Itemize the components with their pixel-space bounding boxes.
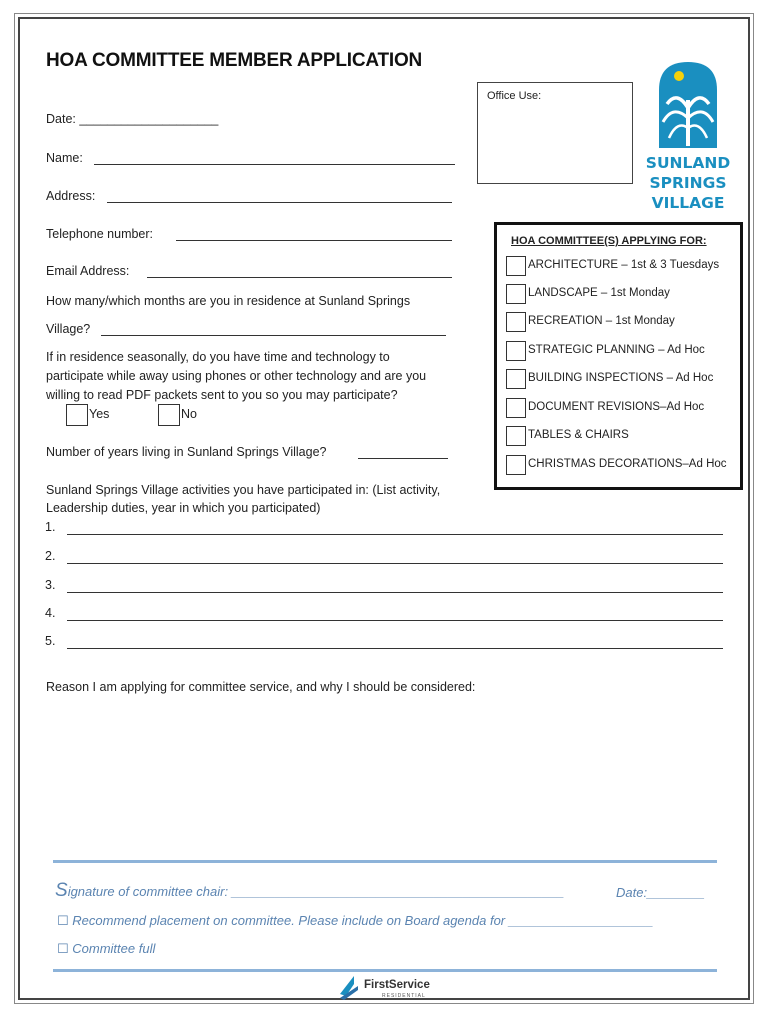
chair-date-field[interactable]: Date:________	[616, 885, 705, 900]
footer-rule-top	[53, 860, 717, 863]
firstservice-logo	[338, 972, 434, 1002]
activity-number: 2.	[45, 549, 56, 563]
address-field[interactable]	[107, 202, 452, 203]
activity-row-1[interactable]	[45, 520, 723, 536]
committee-selection-box	[494, 222, 743, 490]
residence-question-line-2: Village?	[46, 322, 91, 336]
activity-number: 4.	[45, 606, 56, 620]
logo-line-3: VILLAGE	[651, 194, 725, 212]
committee-option-label: LANDSCAPE – 1st Monday	[528, 287, 670, 299]
committee-full-option[interactable]: ☐ Committee full	[57, 941, 156, 956]
committee-checkbox[interactable]	[506, 341, 526, 361]
email-label: Email Address:	[46, 264, 130, 278]
committee-option-label: DOCUMENT REVISIONS–Ad Hoc	[528, 401, 705, 413]
committee-option-label: ARCHITECTURE – 1st & 3 Tuesdays	[528, 259, 720, 271]
committee-checkbox[interactable]	[506, 398, 526, 418]
name-field[interactable]	[94, 164, 455, 165]
committee-checkbox[interactable]	[506, 256, 526, 276]
signature-initial: S	[55, 880, 68, 901]
signature-label: ignature of committee chair: ______________________________________________	[67, 884, 565, 899]
committee-checkbox[interactable]	[506, 426, 526, 446]
residence-field[interactable]	[101, 335, 446, 336]
email-field[interactable]	[147, 277, 452, 278]
committee-checkbox[interactable]	[506, 312, 526, 332]
firstservice-name: FirstService	[364, 979, 430, 991]
recommend-option[interactable]: ☐ Recommend placement on committee. Please include on Board agenda for ____________________	[57, 913, 654, 928]
no-checkbox[interactable]	[158, 404, 180, 426]
telephone-label: Telephone number:	[46, 227, 154, 241]
committee-option-label: CHRISTMAS DECORATIONS–Ad Hoc	[528, 458, 727, 470]
committee-checkbox[interactable]	[506, 369, 526, 389]
signature-field[interactable]	[55, 880, 564, 902]
no-label: No	[181, 407, 197, 421]
yes-checkbox[interactable]	[66, 404, 88, 426]
address-label: Address:	[46, 189, 96, 203]
yes-label: Yes	[89, 407, 110, 421]
telephone-field[interactable]	[176, 240, 452, 241]
logo-line-2: SPRINGS	[649, 174, 727, 192]
activities-question-line-1: Sunland Springs Village activities you have participated in: (List activity,	[46, 483, 441, 497]
activity-row-4[interactable]	[45, 606, 723, 622]
committee-heading: HOA COMMITTEE(S) APPLYING FOR:	[511, 235, 707, 247]
committee-option-label: BUILDING INSPECTIONS – Ad Hoc	[528, 372, 714, 384]
years-question: Number of years living in Sunland Springs Village?	[46, 445, 327, 459]
seasonal-question-line-3: willing to read PDF packets sent to you so you may participate?	[46, 388, 398, 402]
logo-line-1: SUNLAND	[645, 154, 731, 172]
seasonal-question-line-1: If in residence seasonally, do you have time and technology to	[46, 350, 390, 364]
committee-option-label: TABLES & CHAIRS	[528, 429, 629, 441]
reason-field[interactable]	[46, 700, 722, 850]
committee-checkbox[interactable]	[506, 455, 526, 475]
firstservice-sub: RESIDENTIAL	[382, 993, 426, 999]
reason-label: Reason I am applying for committee service, and why I should be considered:	[46, 680, 476, 694]
activity-row-3[interactable]	[45, 578, 723, 594]
committee-checkbox[interactable]	[506, 284, 526, 304]
activity-number: 5.	[45, 634, 56, 648]
years-field[interactable]	[358, 458, 448, 459]
activity-row-5[interactable]	[45, 634, 723, 650]
office-use-box	[477, 82, 633, 184]
office-use-label: Office Use:	[487, 90, 542, 102]
activity-number: 3.	[45, 578, 56, 592]
fountain-icon	[645, 60, 731, 215]
name-label: Name:	[46, 151, 83, 165]
activity-number: 1.	[45, 520, 56, 534]
form-title: HOA COMMITTEE MEMBER APPLICATION	[46, 50, 423, 71]
activities-question-line-2: Leadership duties, year in which you participated)	[46, 501, 321, 515]
committee-option-label: RECREATION – 1st Monday	[528, 315, 675, 327]
seasonal-question-line-2: participate while away using phones or other technology and are you	[46, 369, 427, 383]
sunland-springs-logo	[645, 60, 731, 215]
committee-option-label: STRATEGIC PLANNING – Ad Hoc	[528, 344, 705, 356]
residence-question-line-1: How many/which months are you in residence at Sunland Springs	[46, 294, 411, 308]
activity-row-2[interactable]	[45, 549, 723, 565]
date-field[interactable]: Date: ____________________	[46, 112, 219, 126]
firstservice-mark-icon	[338, 972, 434, 1002]
